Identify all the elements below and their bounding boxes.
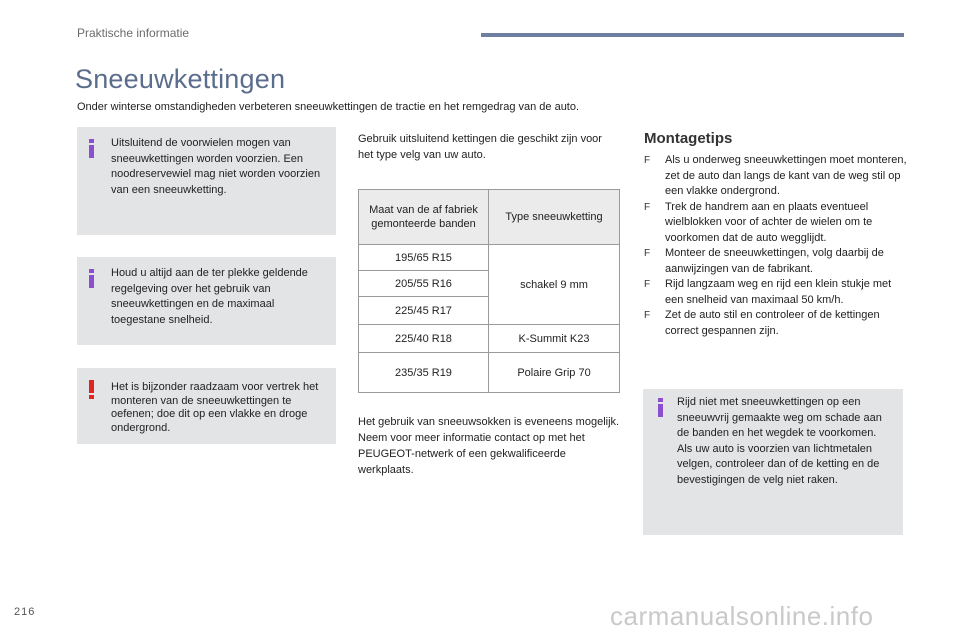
tip-text: Trek de handrem aan en plaats eventueel wielblokken voor of achter de wielen om te voorkomen dat de auto wegglijdt.	[665, 200, 873, 244]
list-item	[644, 277, 909, 308]
table-header-chain-type: Type sneeuwketting	[489, 190, 620, 245]
note-box-alloy-wheels	[643, 389, 903, 535]
tyre-size-cell: 225/40 R18	[359, 325, 489, 353]
table-header-row	[359, 190, 620, 245]
info-icon	[657, 398, 663, 417]
tip-text: Zet de auto stil en controleer of de kettingen correct gespannen zijn.	[665, 309, 880, 337]
bullet-icon: F	[644, 310, 651, 321]
chain-type-cell: K-Summit K23	[489, 325, 620, 353]
snow-socks-line: Het gebruik van sneeuwsokken is eveneens mogelijk.	[358, 416, 620, 428]
bullet-icon: F	[644, 201, 651, 213]
list-item	[644, 246, 909, 277]
mounting-tips-list	[644, 153, 909, 339]
page-number: 216	[14, 606, 36, 618]
note-box-practice-warning	[77, 368, 336, 444]
watermark: carmanualsonline.info	[610, 601, 874, 631]
note-text: Houd u altijd aan de ter plekke geldende regelgeving over het gebruik van sneeuwkettingen en de maximaal toegestane snelheid.	[111, 267, 308, 326]
warning-icon	[88, 380, 94, 399]
table-row	[359, 245, 620, 271]
list-item	[644, 200, 909, 247]
note-text: Rijd niet met sneeuwkettingen op een sneeuwvrij gemaakte weg om schade aan de banden en het wegdek te voorkomen. Als uw auto is voorzien van lichtmetalen velgen, controleer dan of de ketting en de bevestigingen de velg niet raken.	[677, 396, 882, 486]
chain-fit-intro: Gebruik uitsluitend kettingen die geschikt zijn voor het type velg van uw auto.	[358, 133, 602, 161]
note-box-front-wheels	[77, 127, 336, 235]
note-text: Uitsluitend de voorwielen mogen van sneeuwkettingen worden voorzien. Een noodreservewiel mag niet worden voorzien van een sneeuwketting.	[111, 137, 321, 196]
list-item	[644, 153, 909, 200]
info-icon	[88, 269, 94, 288]
tyre-size-cell: 225/45 R17	[359, 297, 489, 325]
tyre-size-cell: 205/55 R16	[359, 271, 489, 297]
list-item	[644, 308, 909, 339]
tip-text: Monteer de sneeuwkettingen, volg daarbij de aanwijzingen van de fabrikant.	[665, 247, 884, 275]
info-icon	[88, 139, 94, 158]
tip-text: Rijd langzaam weg en rijd een klein stukje met een snelheid van maximaal 50 km/h.	[665, 278, 892, 306]
intro-text: Onder winterse omstandigheden verbeteren sneeuwkettingen de tractie en het remgedrag van de auto.	[77, 101, 580, 113]
tip-text: Als u onderweg sneeuwkettingen moet monteren, zet de auto dan langs de kant van de weg stil op een vlakke ondergrond.	[665, 154, 907, 197]
section-header: Praktische informatie	[77, 26, 190, 40]
table-header-tyre-size: Maat van de af fabriek gemonteerde banden	[359, 190, 489, 245]
bullet-icon: F	[644, 279, 651, 290]
tyre-size-cell: 195/65 R15	[359, 245, 489, 271]
snow-chain-table	[358, 189, 620, 393]
table-row	[359, 325, 620, 353]
snow-socks-text	[358, 414, 620, 478]
mounting-tips-title: Montagetips	[644, 130, 733, 147]
chain-type-cell: Polaire Grip 70	[489, 353, 620, 393]
bullet-icon: F	[644, 155, 651, 166]
bullet-icon: F	[644, 248, 651, 259]
chain-type-cell-merged: schakel 9 mm	[489, 245, 620, 325]
contact-network-line: Neem voor meer informatie contact op met het PEUGEOT-netwerk of een gekwalificeerde werkplaats.	[358, 432, 585, 476]
note-text: Het is bijzonder raadzaam voor vertrek het monteren van de sneeuwkettingen te oefenen; doe dit op een vlakke en droge ondergrond.	[111, 381, 319, 434]
note-box-regulations	[77, 257, 336, 345]
page-title: Sneeuwkettingen	[75, 64, 286, 94]
table-row	[359, 353, 620, 393]
header-bar	[481, 33, 904, 37]
tyre-size-cell: 235/35 R19	[359, 353, 489, 393]
